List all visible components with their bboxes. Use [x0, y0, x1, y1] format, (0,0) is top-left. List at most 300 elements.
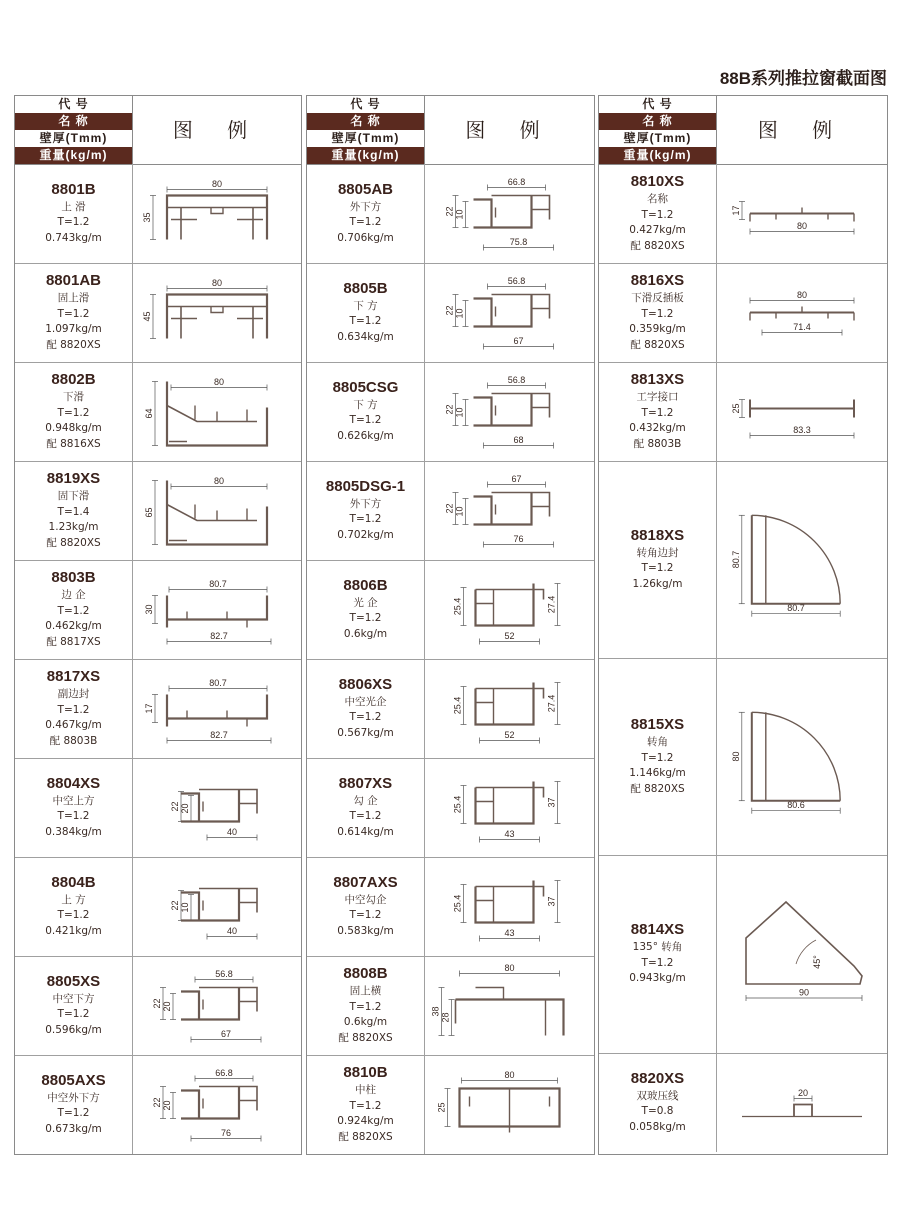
profile-spec: 外下方: [349, 497, 382, 510]
profile-info: [15, 362, 133, 461]
legend-heading: 图 例: [465, 118, 554, 142]
dimension-label: 40: [226, 827, 238, 837]
profile-spec: T=1.2: [57, 1107, 90, 1120]
profile-spec: 工字接口: [636, 391, 679, 403]
section-drawing: [717, 362, 887, 461]
section-drawing: [717, 263, 887, 362]
dimension-label: 20: [162, 1001, 172, 1012]
profile-spec: 135° 转角: [632, 941, 683, 954]
dimension-label: 35: [142, 212, 152, 223]
dimension-label: 64: [144, 408, 154, 419]
dimension-label: 65: [144, 507, 154, 518]
profile-spec: 配 8816XS: [46, 437, 101, 450]
profile-spec: 0.673kg/m: [45, 1122, 102, 1135]
profile-diagram: [717, 461, 887, 658]
section-drawing: [425, 758, 594, 857]
dimension-label: 82.7: [210, 730, 228, 740]
profile-info: [307, 857, 425, 956]
profile-row-8801ab: [15, 263, 301, 363]
profile-spec: T=1.2: [57, 909, 90, 922]
dimension-label: 80.7: [730, 550, 741, 569]
profile-info: [15, 263, 133, 362]
profile-spec: 0.359kg/m: [629, 323, 686, 335]
dimension-label: 10: [454, 209, 465, 220]
profile-diagram: [425, 560, 594, 659]
profile-row-8818xs: [599, 461, 887, 659]
profile-spec: 双玻压线: [636, 1089, 679, 1102]
dimension-label: 38: [430, 1006, 441, 1017]
profile-diagram: [425, 758, 594, 857]
profile-spec: 光 企: [353, 596, 378, 609]
profile-row-8807axs: [307, 857, 594, 957]
dimension-label: 10: [454, 506, 465, 517]
dimension-label: 52: [504, 631, 515, 641]
dimension-label: 80.7: [787, 603, 805, 614]
profile-diagram: [425, 956, 594, 1055]
profile-table-right: [598, 95, 888, 1155]
dimension-label: 25.4: [452, 597, 463, 616]
header-name-label: 名 称: [599, 113, 716, 130]
profile-spec: 配 8820XS: [630, 338, 685, 351]
profile-spec: 0.427kg/m: [629, 224, 686, 236]
profile-row-8805ab: [307, 164, 594, 264]
dimension-label: 80: [213, 377, 225, 387]
profile-spec: 中柱: [355, 1084, 376, 1096]
profile-spec: 上 方: [61, 893, 86, 906]
profile-code: 8802B: [51, 371, 96, 388]
profile-spec: 0.702kg/m: [337, 528, 394, 541]
profile-diagram: [425, 362, 594, 461]
profile-spec: 0.462kg/m: [45, 620, 102, 632]
profile-spec: 0.924kg/m: [337, 1115, 394, 1127]
section-drawing: [425, 560, 594, 659]
section-drawing: [425, 263, 594, 362]
profile-info: [307, 560, 425, 659]
table-header: [599, 96, 887, 165]
profile-row-8803b: [15, 560, 301, 660]
dimension-label: 25: [731, 403, 741, 414]
profile-code: 8806XS: [338, 675, 393, 693]
profile-spec: 下 方: [353, 299, 378, 312]
dimension-label: 90: [798, 987, 810, 998]
dimension-label: 22: [444, 305, 455, 316]
dimension-label: 67: [513, 336, 524, 346]
section-drawing: [717, 855, 887, 1053]
profile-row-8807xs: [307, 758, 594, 858]
dimension-label: 22: [152, 1097, 162, 1108]
profile-code: 8807XS: [338, 774, 393, 792]
profile-spec: T=1.2: [57, 703, 90, 716]
profile-info: [307, 1055, 425, 1154]
profile-info: [15, 1055, 133, 1154]
profile-spec: 副边封: [57, 688, 90, 700]
profile-diagram: [425, 164, 594, 263]
table-header: [307, 96, 594, 165]
profile-spec: 下 方: [353, 398, 378, 411]
profile-row-8806b: [307, 560, 594, 660]
profile-spec: 0.467kg/m: [45, 719, 102, 731]
profile-code: 8803B: [51, 569, 96, 586]
profile-info: [15, 461, 133, 560]
section-drawing: [717, 1053, 887, 1152]
profile-spec: 配 8803B: [633, 437, 682, 450]
dimension-label: 45: [142, 311, 152, 322]
section-drawing: [425, 659, 594, 758]
header-wall-label: 壁厚(Tmm): [599, 130, 716, 147]
dimension-label: 43: [504, 928, 515, 938]
dimension-label: 82.7: [210, 631, 228, 641]
profile-spec: T=1.2: [349, 513, 382, 526]
profile-spec: T=1.2: [57, 216, 90, 229]
section-drawing: [425, 461, 594, 560]
profile-info: [599, 461, 717, 658]
table-header: [15, 96, 301, 165]
dimension-label: 22: [444, 206, 455, 217]
profile-spec: 外下方: [349, 200, 382, 213]
dimension-label: 80: [504, 963, 515, 973]
profile-code: 8801B: [51, 180, 96, 198]
profile-row-8802b: [15, 362, 301, 462]
profile-diagram: [133, 263, 301, 362]
dimension-label: 76: [513, 534, 524, 544]
profile-diagram: [717, 1053, 887, 1152]
profile-spec: 配 8820XS: [46, 338, 101, 351]
profile-code: 8804XS: [46, 774, 101, 792]
dimension-label: 80: [213, 476, 225, 486]
profile-spec: T=1.2: [641, 307, 674, 320]
dimension-label: 25.4: [452, 795, 463, 814]
dimension-label: 80: [504, 1070, 515, 1080]
section-drawing: [133, 1055, 301, 1154]
profile-row-8805dsg-1: [307, 461, 594, 561]
profile-row-8816xs: [599, 263, 887, 363]
dimension-label: 75.8: [509, 237, 528, 247]
profile-row-8810xs: [599, 164, 887, 264]
profile-spec: T=1.2: [641, 751, 674, 764]
section-drawing: [133, 659, 301, 758]
dimension-label: 68: [513, 435, 524, 445]
section-drawing: [425, 1055, 594, 1154]
profile-row-8805axs: [15, 1055, 301, 1154]
dimension-label: 80: [730, 751, 741, 762]
dimension-label: 22: [152, 998, 162, 1009]
profile-spec: 0.583kg/m: [337, 924, 394, 937]
header-code-label: 代 号: [307, 96, 424, 113]
profile-diagram: [133, 164, 301, 263]
section-drawing: [133, 956, 301, 1055]
profile-spec: 转角: [647, 736, 668, 748]
profile-row-8805csg: [307, 362, 594, 462]
profile-spec: 中空下方: [52, 992, 95, 1005]
profile-diagram: [425, 461, 594, 560]
section-drawing: [425, 164, 594, 263]
profile-code: 8820XS: [630, 1069, 685, 1087]
profile-diagram: [133, 560, 301, 659]
profile-spec: 0.384kg/m: [45, 825, 102, 838]
profile-spec: 边 企: [61, 589, 86, 601]
profile-spec: 0.948kg/m: [45, 422, 102, 434]
profile-info: [599, 263, 717, 362]
profile-diagram: [425, 263, 594, 362]
profile-code: 8819XS: [46, 470, 101, 487]
profile-spec: 中空勾企: [344, 893, 387, 906]
profile-spec: T=0.8: [641, 1105, 674, 1118]
profile-spec: 中空外下方: [47, 1091, 100, 1104]
profile-code: 8805AB: [337, 180, 394, 198]
profile-diagram: [717, 362, 887, 461]
profile-code: 8805AXS: [41, 1071, 106, 1089]
section-drawing: [425, 362, 594, 461]
header-weight-label: 重量(kg/m): [307, 147, 424, 164]
profile-spec: 下滑反插板: [631, 292, 684, 304]
profile-spec: T=1.2: [641, 956, 674, 969]
dimension-label: 80.6: [787, 800, 805, 811]
section-drawing: [133, 164, 301, 263]
dimension-label: 80.7: [209, 579, 227, 589]
profile-spec: T=1.2: [349, 612, 382, 625]
dimension-label: 17: [731, 205, 741, 216]
dimension-label: 80: [211, 179, 223, 189]
profile-diagram: [425, 1055, 594, 1154]
profile-diagram: [133, 956, 301, 1055]
dimension-label: 80: [796, 221, 808, 231]
legend-heading: 图 例: [757, 118, 847, 142]
dimension-label: 40: [226, 926, 238, 936]
profile-spec: 名称: [647, 193, 668, 205]
dimension-label: 28: [440, 1012, 451, 1023]
dimension-label: 20: [162, 1100, 172, 1111]
profile-code: 8801AB: [45, 272, 102, 289]
dimension-label: 17: [144, 703, 154, 714]
profile-spec: 1.097kg/m: [45, 323, 102, 335]
profile-diagram: [133, 362, 301, 461]
profile-spec: 上 滑: [61, 200, 86, 213]
dimension-label: 22: [444, 503, 455, 514]
profile-info: [307, 659, 425, 758]
dimension-label: 66.8: [215, 1068, 233, 1078]
profile-info: [15, 659, 133, 758]
profile-code: 8810XS: [630, 173, 685, 190]
profile-diagram: [717, 658, 887, 855]
dimension-label: 52: [504, 730, 515, 740]
profile-spec: 1.26kg/m: [632, 577, 683, 590]
header-weight-label: 重量(kg/m): [599, 147, 716, 164]
profile-spec: T=1.2: [349, 1099, 382, 1112]
profile-info: [15, 758, 133, 857]
section-drawing: [133, 857, 301, 956]
profile-diagram: [133, 461, 301, 560]
profile-spec: T=1.4: [57, 505, 90, 518]
profile-diagram: [133, 1055, 301, 1154]
profile-spec: 0.743kg/m: [45, 231, 102, 244]
profile-spec: 0.596kg/m: [45, 1023, 102, 1036]
profile-diagram: [717, 263, 887, 362]
profile-row-8804b: [15, 857, 301, 957]
dimension-label: 71.4: [793, 322, 811, 332]
profile-spec: T=1.2: [641, 562, 674, 575]
profile-code: 8808B: [343, 965, 388, 982]
profile-code: 8814XS: [630, 921, 685, 939]
dimension-label: 10: [454, 407, 465, 418]
dimension-label: 30: [144, 604, 154, 615]
profile-row-8805b: [307, 263, 594, 363]
profile-row-8820xs: [599, 1053, 887, 1152]
profile-diagram: [133, 758, 301, 857]
dimension-label: 67: [511, 474, 522, 484]
profile-spec: 1.23kg/m: [48, 521, 99, 533]
profile-spec: 0.567kg/m: [337, 726, 394, 739]
section-drawing: [133, 362, 301, 461]
dimension-label: 56.8: [215, 969, 233, 979]
profile-spec: 0.432kg/m: [629, 422, 686, 434]
profile-row-8801b: [15, 164, 301, 264]
profile-code: 8805XS: [46, 972, 101, 990]
dimension-label: 56.8: [507, 276, 526, 286]
dimension-label: 25.4: [452, 696, 463, 715]
profile-row-8819xs: [15, 461, 301, 561]
dimension-label: 25: [436, 1102, 447, 1113]
profile-row-8815xs: [599, 658, 887, 856]
section-drawing: [133, 560, 301, 659]
profile-row-8805xs: [15, 956, 301, 1056]
profile-spec: 中空光企: [344, 695, 387, 708]
profile-info: [307, 461, 425, 560]
profile-diagram: [133, 659, 301, 758]
profile-spec: 配 8820XS: [46, 536, 101, 549]
profile-spec: 固上滑: [57, 292, 90, 304]
dimension-label: 10: [180, 902, 190, 913]
section-drawing: [717, 658, 887, 855]
header-code-label: 代 号: [15, 96, 132, 113]
profile-info: [307, 362, 425, 461]
profile-info: [15, 956, 133, 1055]
profile-spec: T=1.2: [349, 1000, 382, 1013]
profile-spec: 中空上方: [52, 794, 95, 807]
profile-code: 8813XS: [630, 371, 685, 388]
profile-spec: 配 8820XS: [630, 239, 685, 252]
profile-diagram: [717, 164, 887, 263]
page-title: 88B系列推拉窗截面图: [719, 69, 887, 88]
profile-spec: 固上横: [349, 985, 382, 997]
section-drawing: [133, 461, 301, 560]
profile-row-8806xs: [307, 659, 594, 759]
section-drawing: [717, 461, 887, 658]
profile-code: 8805DSG-1: [325, 477, 406, 495]
dimension-label: 80: [211, 278, 223, 288]
profile-diagram: [717, 855, 887, 1053]
dimension-label: 37: [546, 797, 557, 808]
dimension-label: 22: [170, 900, 180, 911]
profile-table-middle: [306, 95, 595, 1155]
section-drawing: [717, 164, 887, 263]
dimension-label: 25.4: [452, 894, 463, 913]
profile-info: [15, 857, 133, 956]
dimension-label: 45°: [812, 955, 822, 969]
profile-spec: T=1.2: [349, 711, 382, 724]
profile-spec: 0.614kg/m: [337, 825, 394, 838]
profile-code: 8816XS: [630, 272, 685, 289]
dimension-label: 43: [504, 829, 515, 839]
profile-code: 8818XS: [630, 526, 685, 544]
dimension-label: 20: [797, 1088, 809, 1098]
profile-row-8813xs: [599, 362, 887, 462]
profile-spec: 0.706kg/m: [337, 231, 394, 244]
dimension-label: 83.3: [793, 425, 811, 435]
dimension-label: 76: [220, 1128, 232, 1138]
profile-spec: 配 8820XS: [630, 782, 685, 795]
profile-diagram: [425, 857, 594, 956]
section-drawing: [425, 857, 594, 956]
profile-spec: 0.6kg/m: [343, 627, 388, 640]
profile-info: [599, 855, 717, 1053]
profile-spec: T=1.2: [641, 406, 674, 419]
dimension-label: 20: [180, 803, 190, 814]
profile-info: [599, 362, 717, 461]
profile-spec: 配 8820XS: [338, 1130, 393, 1143]
profile-spec: T=1.2: [57, 1008, 90, 1021]
profile-spec: 0.626kg/m: [337, 429, 394, 442]
header-name-label: 名 称: [307, 113, 424, 130]
profile-spec: 配 8820XS: [338, 1031, 393, 1044]
profile-spec: 配 8817XS: [46, 635, 101, 648]
profile-info: [15, 560, 133, 659]
header-weight-label: 重量(kg/m): [15, 147, 132, 164]
profile-spec: 0.634kg/m: [337, 330, 394, 343]
profile-spec: 1.146kg/m: [629, 767, 686, 779]
profile-info: [599, 658, 717, 855]
profile-spec: T=1.2: [57, 810, 90, 823]
header-wall-label: 壁厚(Tmm): [15, 130, 132, 147]
profile-info: [307, 164, 425, 263]
profile-code: 8807AXS: [333, 873, 398, 891]
profile-spec: T=1.2: [349, 216, 382, 229]
profile-spec: T=1.2: [57, 307, 90, 320]
section-drawing: [133, 263, 301, 362]
header-name-label: 名 称: [15, 113, 132, 130]
profile-info: [599, 1053, 717, 1152]
profile-spec: T=1.2: [349, 810, 382, 823]
profile-spec: 配 8803B: [49, 734, 98, 747]
profile-spec: T=1.2: [57, 604, 90, 617]
dimension-label: 80: [796, 290, 808, 300]
profile-info: [307, 758, 425, 857]
profile-spec: 勾 企: [353, 794, 378, 807]
header-code-label: 代 号: [599, 96, 716, 113]
profile-spec: T=1.2: [641, 208, 674, 221]
profile-info: [599, 164, 717, 263]
profile-spec: 下滑: [63, 391, 84, 403]
profile-spec: 固下滑: [57, 490, 90, 502]
profile-code: 8810B: [343, 1064, 388, 1081]
legend-heading: 图 例: [172, 118, 262, 142]
profile-table-left: [14, 95, 302, 1155]
profile-row-8808b: [307, 956, 594, 1056]
profile-code: 8806B: [343, 576, 388, 594]
profile-row-8817xs: [15, 659, 301, 759]
dimension-label: 37: [546, 896, 557, 907]
profile-diagram: [425, 659, 594, 758]
dimension-label: 27.4: [546, 694, 557, 713]
profile-spec: T=1.2: [349, 414, 382, 427]
profile-code: 8804B: [51, 873, 96, 891]
section-drawing: [133, 758, 301, 857]
profile-spec: 0.421kg/m: [45, 924, 102, 937]
profile-info: [307, 263, 425, 362]
dimension-label: 67: [220, 1029, 232, 1039]
profile-spec: 0.6kg/m: [343, 1016, 388, 1028]
profile-spec: 0.943kg/m: [629, 972, 686, 985]
profile-info: [15, 164, 133, 263]
